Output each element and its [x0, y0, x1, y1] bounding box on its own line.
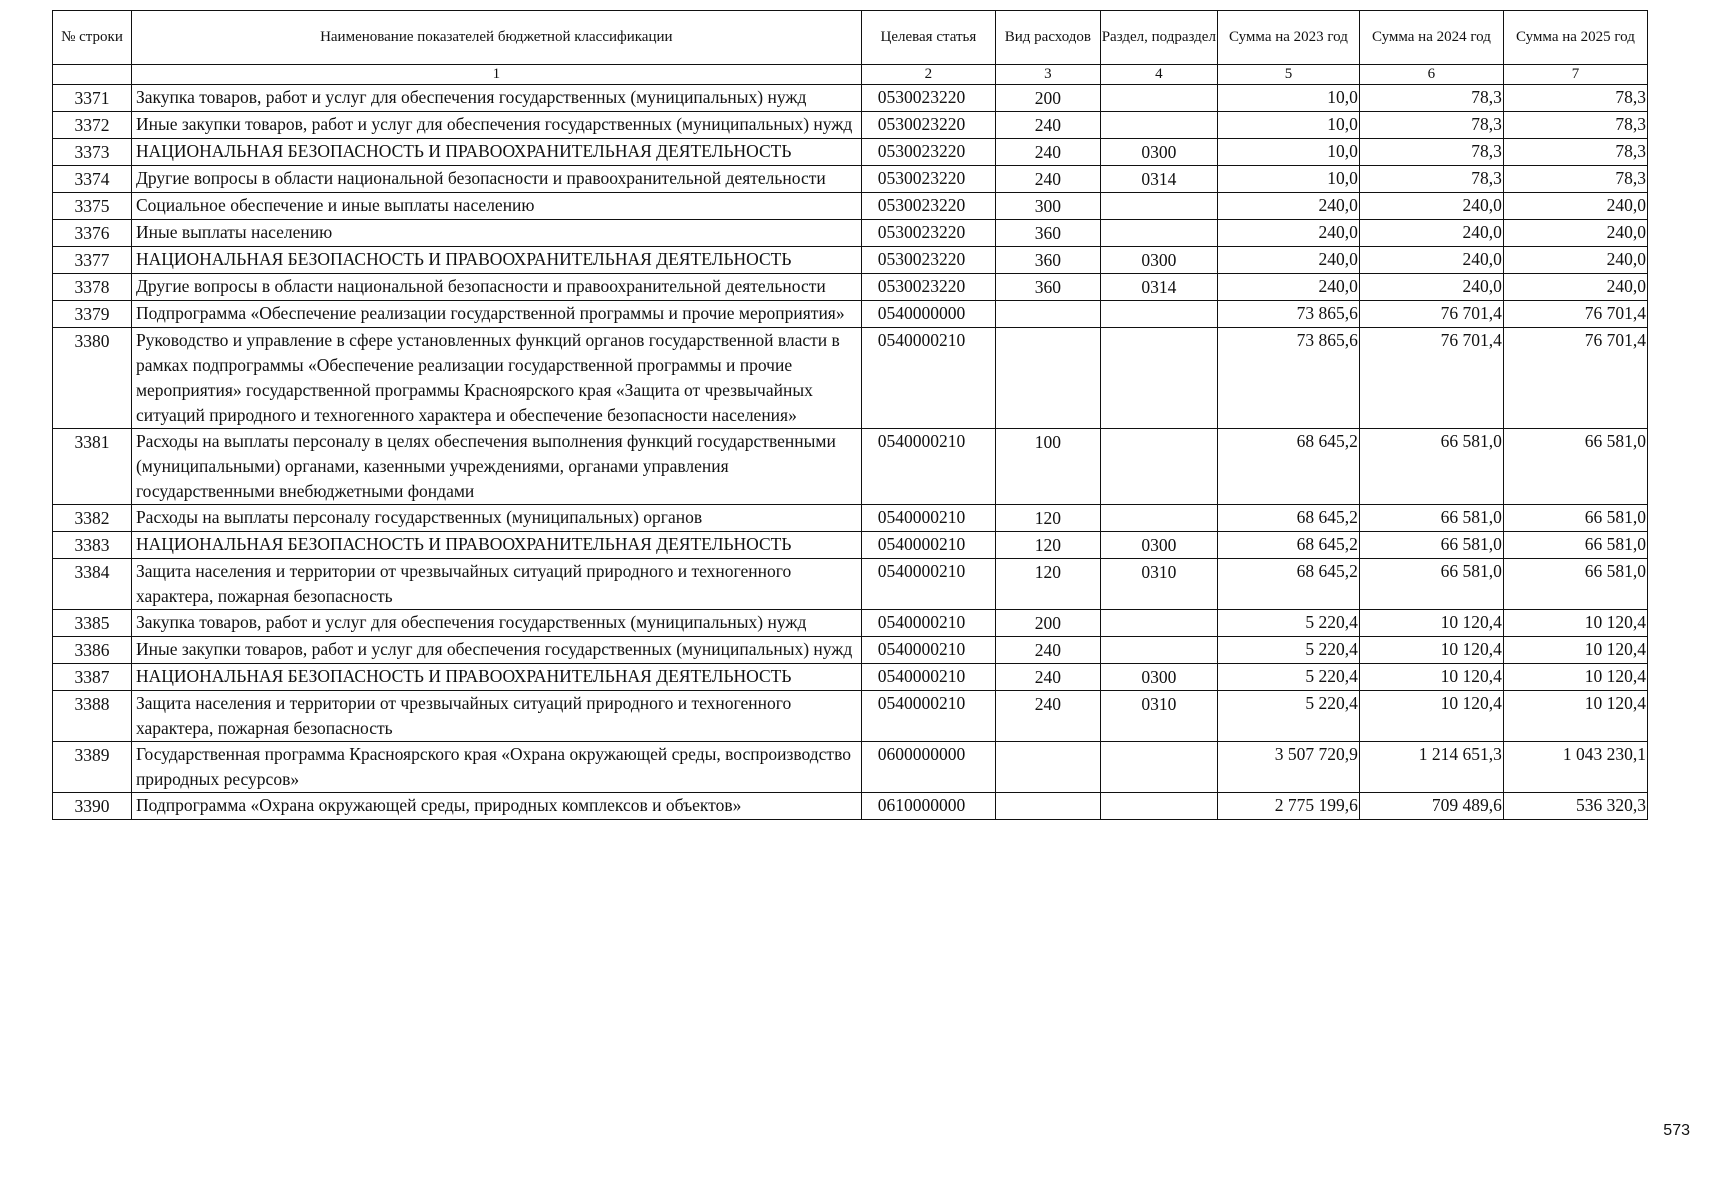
row-section — [1100, 793, 1217, 820]
table-row — [53, 610, 1648, 637]
budget-table-sheet — [52, 10, 1648, 820]
row-target-code: 0530023220 — [861, 274, 995, 301]
row-number: 3377 — [53, 247, 132, 274]
table-row — [53, 220, 1648, 247]
row-expense-type: 120 — [996, 505, 1101, 532]
row-name: Подпрограмма «Охрана окружающей среды, природных комплексов и объектов» — [131, 793, 861, 820]
header-sum-2023: Сумма на 2023 год — [1218, 11, 1360, 65]
table-row — [53, 691, 1648, 742]
row-target-code: 0530023220 — [861, 193, 995, 220]
row-name: Подпрограмма «Обеспечение реализации государственной программы и прочие мероприятия» — [131, 301, 861, 328]
row-sum-2025: 240,0 — [1503, 274, 1647, 301]
row-sum-2024: 10 120,4 — [1359, 610, 1503, 637]
row-expense-type — [996, 328, 1101, 429]
table-row — [53, 505, 1648, 532]
row-number: 3390 — [53, 793, 132, 820]
row-sum-2024: 78,3 — [1359, 112, 1503, 139]
table-row — [53, 274, 1648, 301]
row-sum-2023: 5 220,4 — [1218, 610, 1360, 637]
row-number: 3379 — [53, 301, 132, 328]
row-target-code: 0540000210 — [861, 664, 995, 691]
header-section: Раздел, подраздел — [1100, 11, 1217, 65]
row-target-code: 0540000210 — [861, 637, 995, 664]
row-sum-2025: 10 120,4 — [1503, 691, 1647, 742]
row-target-code: 0540000210 — [861, 610, 995, 637]
row-sum-2025: 66 581,0 — [1503, 429, 1647, 505]
row-expense-type: 240 — [996, 166, 1101, 193]
row-expense-type: 240 — [996, 691, 1101, 742]
row-target-code: 0530023220 — [861, 220, 995, 247]
row-expense-type: 120 — [996, 559, 1101, 610]
row-name: Закупка товаров, работ и услуг для обеспечения государственных (муниципальных) нужд — [131, 610, 861, 637]
row-target-code: 0600000000 — [861, 742, 995, 793]
row-expense-type: 240 — [996, 664, 1101, 691]
table-row — [53, 193, 1648, 220]
row-name: НАЦИОНАЛЬНАЯ БЕЗОПАСНОСТЬ И ПРАВООХРАНИТЕЛЬНАЯ ДЕЯТЕЛЬНОСТЬ — [131, 247, 861, 274]
row-sum-2024: 78,3 — [1359, 85, 1503, 112]
row-sum-2024: 10 120,4 — [1359, 664, 1503, 691]
row-section — [1100, 85, 1217, 112]
table-row — [53, 139, 1648, 166]
row-expense-type: 360 — [996, 274, 1101, 301]
column-number: 1 — [131, 65, 861, 85]
table-body — [53, 85, 1648, 820]
row-number: 3381 — [53, 429, 132, 505]
row-name: Защита населения и территории от чрезвычайных ситуаций природного и техногенного характера, пожарная безопасность — [131, 691, 861, 742]
row-sum-2024: 66 581,0 — [1359, 532, 1503, 559]
table-row — [53, 85, 1648, 112]
row-name: Государственная программа Красноярского края «Охрана окружающей среды, воспроизводство природных ресурсов» — [131, 742, 861, 793]
column-number: 6 — [1359, 65, 1503, 85]
column-number: 4 — [1100, 65, 1217, 85]
row-target-code: 0540000210 — [861, 429, 995, 505]
row-target-code: 0530023220 — [861, 139, 995, 166]
row-number: 3383 — [53, 532, 132, 559]
row-sum-2023: 5 220,4 — [1218, 691, 1360, 742]
row-section: 0310 — [1100, 559, 1217, 610]
row-section: 0300 — [1100, 664, 1217, 691]
row-sum-2023: 240,0 — [1218, 274, 1360, 301]
row-name: Другие вопросы в области национальной безопасности и правоохранительной деятельности — [131, 274, 861, 301]
row-section — [1100, 220, 1217, 247]
row-section: 0310 — [1100, 691, 1217, 742]
row-number: 3387 — [53, 664, 132, 691]
row-sum-2024: 240,0 — [1359, 220, 1503, 247]
row-sum-2023: 240,0 — [1218, 220, 1360, 247]
row-name: Иные закупки товаров, работ и услуг для обеспечения государственных (муниципальных) нужд — [131, 112, 861, 139]
row-sum-2023: 68 645,2 — [1218, 505, 1360, 532]
row-section — [1100, 742, 1217, 793]
table-row — [53, 112, 1648, 139]
row-sum-2025: 78,3 — [1503, 85, 1647, 112]
row-sum-2025: 78,3 — [1503, 139, 1647, 166]
row-sum-2024: 66 581,0 — [1359, 505, 1503, 532]
row-section — [1100, 301, 1217, 328]
table-row — [53, 166, 1648, 193]
row-expense-type: 100 — [996, 429, 1101, 505]
row-number: 3380 — [53, 328, 132, 429]
row-sum-2024: 240,0 — [1359, 193, 1503, 220]
row-sum-2025: 10 120,4 — [1503, 664, 1647, 691]
row-target-code: 0540000000 — [861, 301, 995, 328]
budget-classification-table — [52, 10, 1648, 820]
row-sum-2025: 10 120,4 — [1503, 610, 1647, 637]
row-sum-2023: 240,0 — [1218, 193, 1360, 220]
row-sum-2024: 240,0 — [1359, 247, 1503, 274]
row-sum-2023: 5 220,4 — [1218, 637, 1360, 664]
row-target-code: 0540000210 — [861, 532, 995, 559]
row-name: Расходы на выплаты персоналу в целях обеспечения выполнения функций государственными (муниципальными) органами, казенными учреждениями, органами управления государственными внебюджетными фондами — [131, 429, 861, 505]
row-expense-type — [996, 742, 1101, 793]
table-row — [53, 301, 1648, 328]
row-expense-type: 300 — [996, 193, 1101, 220]
row-target-code: 0610000000 — [861, 793, 995, 820]
table-row — [53, 742, 1648, 793]
row-number: 3378 — [53, 274, 132, 301]
row-sum-2025: 10 120,4 — [1503, 637, 1647, 664]
row-name: НАЦИОНАЛЬНАЯ БЕЗОПАСНОСТЬ И ПРАВООХРАНИТЕЛЬНАЯ ДЕЯТЕЛЬНОСТЬ — [131, 139, 861, 166]
column-number: 2 — [861, 65, 995, 85]
page-number: 573 — [1663, 1122, 1690, 1139]
row-expense-type: 200 — [996, 85, 1101, 112]
header-target: Целевая статья — [861, 11, 995, 65]
row-expense-type: 200 — [996, 610, 1101, 637]
row-section: 0300 — [1100, 247, 1217, 274]
row-number: 3389 — [53, 742, 132, 793]
row-sum-2024: 709 489,6 — [1359, 793, 1503, 820]
row-sum-2025: 240,0 — [1503, 220, 1647, 247]
row-name: Иные закупки товаров, работ и услуг для обеспечения государственных (муниципальных) нужд — [131, 637, 861, 664]
row-target-code: 0540000210 — [861, 505, 995, 532]
row-sum-2024: 66 581,0 — [1359, 429, 1503, 505]
row-sum-2023: 10,0 — [1218, 112, 1360, 139]
row-section — [1100, 429, 1217, 505]
row-sum-2025: 76 701,4 — [1503, 328, 1647, 429]
row-target-code: 0540000210 — [861, 328, 995, 429]
row-section — [1100, 328, 1217, 429]
row-sum-2023: 2 775 199,6 — [1218, 793, 1360, 820]
row-sum-2023: 10,0 — [1218, 166, 1360, 193]
row-section — [1100, 505, 1217, 532]
row-sum-2024: 240,0 — [1359, 274, 1503, 301]
row-section: 0314 — [1100, 274, 1217, 301]
row-sum-2025: 1 043 230,1 — [1503, 742, 1647, 793]
row-expense-type: 360 — [996, 247, 1101, 274]
column-number: 3 — [996, 65, 1101, 85]
table-row — [53, 637, 1648, 664]
row-sum-2024: 10 120,4 — [1359, 691, 1503, 742]
table-row — [53, 247, 1648, 274]
row-section: 0300 — [1100, 532, 1217, 559]
header-expense-type: Вид расходов — [996, 11, 1101, 65]
table-row — [53, 532, 1648, 559]
header-row-no: № строки — [53, 11, 132, 65]
row-sum-2025: 536 320,3 — [1503, 793, 1647, 820]
row-target-code: 0530023220 — [861, 112, 995, 139]
row-sum-2025: 240,0 — [1503, 247, 1647, 274]
column-number-row — [53, 65, 1648, 85]
row-target-code: 0530023220 — [861, 247, 995, 274]
row-expense-type — [996, 301, 1101, 328]
table-row — [53, 664, 1648, 691]
row-name: Другие вопросы в области национальной безопасности и правоохранительной деятельности — [131, 166, 861, 193]
row-name: Защита населения и территории от чрезвычайных ситуаций природного и техногенного характера, пожарная безопасность — [131, 559, 861, 610]
row-sum-2023: 3 507 720,9 — [1218, 742, 1360, 793]
header-row — [53, 11, 1648, 65]
row-expense-type: 120 — [996, 532, 1101, 559]
row-expense-type: 240 — [996, 637, 1101, 664]
row-target-code: 0530023220 — [861, 85, 995, 112]
row-sum-2023: 10,0 — [1218, 139, 1360, 166]
row-number: 3386 — [53, 637, 132, 664]
row-sum-2025: 240,0 — [1503, 193, 1647, 220]
row-number: 3384 — [53, 559, 132, 610]
row-expense-type: 360 — [996, 220, 1101, 247]
row-sum-2024: 78,3 — [1359, 139, 1503, 166]
table-row — [53, 559, 1648, 610]
table-row — [53, 328, 1648, 429]
row-sum-2024: 10 120,4 — [1359, 637, 1503, 664]
row-target-code: 0530023220 — [861, 166, 995, 193]
row-sum-2024: 66 581,0 — [1359, 559, 1503, 610]
row-sum-2025: 78,3 — [1503, 166, 1647, 193]
row-number: 3372 — [53, 112, 132, 139]
row-number: 3375 — [53, 193, 132, 220]
row-number: 3388 — [53, 691, 132, 742]
row-number: 3373 — [53, 139, 132, 166]
row-section: 0300 — [1100, 139, 1217, 166]
row-number: 3376 — [53, 220, 132, 247]
row-target-code: 0540000210 — [861, 691, 995, 742]
table-row — [53, 793, 1648, 820]
row-sum-2023: 10,0 — [1218, 85, 1360, 112]
row-number: 3382 — [53, 505, 132, 532]
row-name: Иные выплаты населению — [131, 220, 861, 247]
row-sum-2025: 66 581,0 — [1503, 559, 1647, 610]
header-name: Наименование показателей бюджетной классификации — [131, 11, 861, 65]
row-sum-2023: 73 865,6 — [1218, 301, 1360, 328]
row-number: 3371 — [53, 85, 132, 112]
column-number: 5 — [1218, 65, 1360, 85]
row-sum-2025: 76 701,4 — [1503, 301, 1647, 328]
row-sum-2023: 240,0 — [1218, 247, 1360, 274]
row-name: НАЦИОНАЛЬНАЯ БЕЗОПАСНОСТЬ И ПРАВООХРАНИТЕЛЬНАЯ ДЕЯТЕЛЬНОСТЬ — [131, 664, 861, 691]
row-sum-2023: 73 865,6 — [1218, 328, 1360, 429]
row-section — [1100, 193, 1217, 220]
row-sum-2023: 5 220,4 — [1218, 664, 1360, 691]
row-sum-2024: 78,3 — [1359, 166, 1503, 193]
row-expense-type — [996, 793, 1101, 820]
row-expense-type: 240 — [996, 112, 1101, 139]
header-sum-2025: Сумма на 2025 год — [1503, 11, 1647, 65]
row-number: 3385 — [53, 610, 132, 637]
row-name: Расходы на выплаты персоналу государственных (муниципальных) органов — [131, 505, 861, 532]
row-section — [1100, 112, 1217, 139]
row-name: Социальное обеспечение и иные выплаты населению — [131, 193, 861, 220]
row-sum-2025: 66 581,0 — [1503, 505, 1647, 532]
row-section — [1100, 610, 1217, 637]
column-number — [53, 65, 132, 85]
column-number: 7 — [1503, 65, 1647, 85]
row-sum-2023: 68 645,2 — [1218, 532, 1360, 559]
row-sum-2024: 1 214 651,3 — [1359, 742, 1503, 793]
row-sum-2024: 76 701,4 — [1359, 301, 1503, 328]
row-expense-type: 240 — [996, 139, 1101, 166]
row-sum-2024: 76 701,4 — [1359, 328, 1503, 429]
row-section — [1100, 637, 1217, 664]
row-section: 0314 — [1100, 166, 1217, 193]
row-name: Закупка товаров, работ и услуг для обеспечения государственных (муниципальных) нужд — [131, 85, 861, 112]
row-target-code: 0540000210 — [861, 559, 995, 610]
row-sum-2025: 78,3 — [1503, 112, 1647, 139]
row-name: НАЦИОНАЛЬНАЯ БЕЗОПАСНОСТЬ И ПРАВООХРАНИТЕЛЬНАЯ ДЕЯТЕЛЬНОСТЬ — [131, 532, 861, 559]
header-sum-2024: Сумма на 2024 год — [1359, 11, 1503, 65]
row-number: 3374 — [53, 166, 132, 193]
table-row — [53, 429, 1648, 505]
row-sum-2023: 68 645,2 — [1218, 559, 1360, 610]
row-sum-2023: 68 645,2 — [1218, 429, 1360, 505]
row-name: Руководство и управление в сфере установленных функций органов государственной власти в рамках подпрограммы «Обеспечение реализации государственной программы и прочие мероприятия» государственной программы Красноярского края «Защита от чрезвычайных ситуаций природного и техногенного характера и обеспечение безопасности населения» — [131, 328, 861, 429]
row-sum-2025: 66 581,0 — [1503, 532, 1647, 559]
